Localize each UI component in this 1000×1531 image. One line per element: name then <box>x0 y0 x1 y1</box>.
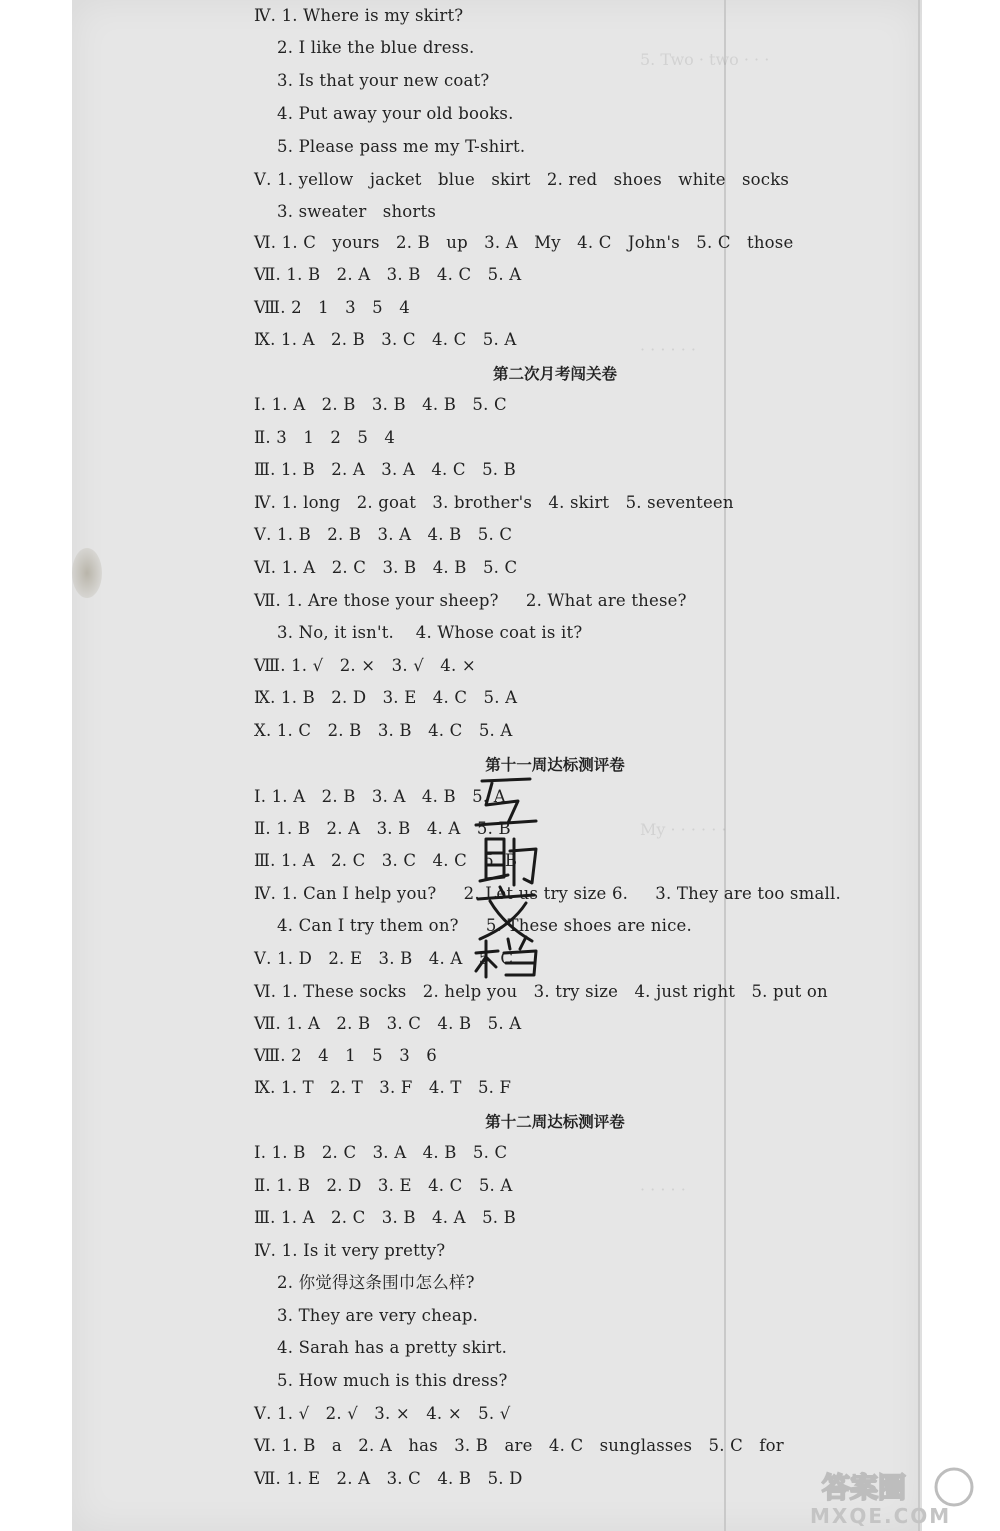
watermark-name: 答案圈 <box>821 1471 907 1504</box>
answer-line: Ⅴ. 1. yellow jacket blue skirt 2. red shoes white socks <box>254 170 790 189</box>
answer-line: Ⅱ. 3 1 2 5 4 <box>254 428 396 447</box>
answer-line: Ⅷ. 2 1 3 5 4 <box>254 298 410 317</box>
answer-line: Ⅶ. 1. E 2. A 3. C 4. B 5. D <box>254 1469 523 1488</box>
answer-line: Ⅸ. 1. B 2. D 3. E 4. C 5. A <box>254 688 518 707</box>
answer-line: 2. I like the blue dress. <box>277 38 475 57</box>
answer-line: 3. No, it isn't. 4. Whose coat is it? <box>277 623 583 642</box>
site-watermark-logo <box>804 1467 994 1527</box>
answer-line: Ⅹ. 1. C 2. B 3. B 4. C 5. A <box>254 721 513 740</box>
answer-line: Ⅷ. 2 4 1 5 3 6 <box>254 1046 437 1065</box>
handwritten-stamp <box>470 775 550 980</box>
section-heading: 第十二周达标测评卷 <box>485 1113 625 1131</box>
answer-line: Ⅴ. 1. D 2. E 3. B 4. A 5. C <box>254 949 514 968</box>
page-edge-line <box>918 0 920 1531</box>
answer-line: Ⅳ. 1. long 2. goat 3. brother's 4. skirt 5. seventeen <box>254 493 734 512</box>
answer-line: Ⅸ. 1. T 2. T 3. F 4. T 5. F <box>254 1078 512 1097</box>
answer-line: Ⅴ. 1. √ 2. √ 3. × 4. × 5. √ <box>254 1404 511 1423</box>
answer-line: 3. Is that your new coat? <box>277 71 490 90</box>
answer-line: Ⅶ. 1. A 2. B 3. C 4. B 5. A <box>254 1014 522 1033</box>
answer-line: Ⅴ. 1. B 2. B 3. A 4. B 5. C <box>254 525 513 544</box>
section-heading: 第二次月考闯关卷 <box>492 365 617 383</box>
answer-line: Ⅳ. 1. Where is my skirt? <box>254 6 464 25</box>
answer-line: 3. They are very cheap. <box>277 1306 479 1325</box>
answer-line: 2. 你觉得这条围巾怎么样? <box>277 1273 475 1292</box>
answer-line: Ⅰ. 1. A 2. B 3. A 4. B 5. A <box>254 787 506 806</box>
answer-line: 4. Can I try them on? 5. These shoes are nice. <box>277 916 692 935</box>
answer-line: 5. How much is this dress? <box>277 1371 508 1390</box>
watermark-url: MXQE.COM <box>810 1504 952 1527</box>
answer-line: 5. Please pass me my T-shirt. <box>277 137 526 156</box>
answer-line: Ⅵ. 1. C yours 2. B up 3. A My 4. C John's 5. C those <box>254 233 794 252</box>
answer-line: Ⅵ. 1. These socks 2. help you 3. try size 4. just right 5. put on <box>254 982 828 1001</box>
answer-line: Ⅰ. 1. A 2. B 3. B 4. B 5. C <box>254 395 507 414</box>
answer-line: Ⅶ. 1. B 2. A 3. B 4. C 5. A <box>254 265 522 284</box>
answer-line: 4. Put away your old books. <box>277 104 514 123</box>
answer-line: Ⅱ. 1. B 2. D 3. E 4. C 5. A <box>254 1176 513 1195</box>
answer-line: Ⅷ. 1. √ 2. × 3. √ 4. × <box>254 656 476 675</box>
answer-line: Ⅸ. 1. A 2. B 3. C 4. C 5. A <box>254 330 517 349</box>
answer-line: 3. sweater shorts <box>277 202 437 221</box>
answer-line: Ⅵ. 1. A 2. C 3. B 4. B 5. C <box>254 558 518 577</box>
answer-line: 4. Sarah has a pretty skirt. <box>277 1338 508 1357</box>
answer-line: Ⅰ. 1. B 2. C 3. A 4. B 5. C <box>254 1143 508 1162</box>
page-fold-line <box>724 0 726 1531</box>
paper-stain <box>72 548 102 598</box>
answer-line: Ⅲ. 1. A 2. C 3. B 4. A 5. B <box>254 1208 516 1227</box>
answer-line: Ⅳ. 1. Is it very pretty? <box>254 1241 446 1260</box>
section-heading: 第十一周达标测评卷 <box>485 756 625 774</box>
watermark-circle-mark <box>936 1469 972 1505</box>
answer-line: Ⅵ. 1. B a 2. A has 3. B are 4. C sunglasses 5. C for <box>254 1436 784 1455</box>
answer-line: Ⅲ. 1. A 2. C 3. C 4. C 5. B <box>254 851 518 870</box>
answer-line: Ⅳ. 1. Can I help you? 2. Let us try size 6. 3. They are too small. <box>254 884 841 903</box>
answer-line: Ⅶ. 1. Are those your sheep? 2. What are these? <box>254 591 687 610</box>
answer-line: Ⅱ. 1. B 2. A 3. B 4. A 5. B <box>254 819 511 838</box>
answer-line: Ⅲ. 1. B 2. A 3. A 4. C 5. B <box>254 460 516 479</box>
